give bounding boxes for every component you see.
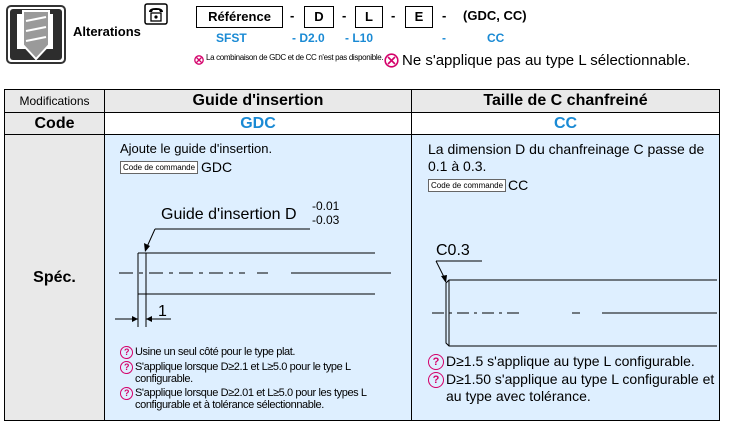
order-code-value: GDC: [201, 159, 233, 175]
example-d: - D2.0: [292, 31, 325, 45]
chamfer-label: C0.3: [436, 242, 470, 259]
guide-desc: Ajoute le guide d'insertion.: [120, 141, 273, 156]
part-box-l: L: [355, 6, 383, 28]
note-item: ? Usine un seul côté pour le type plat.: [120, 346, 405, 359]
part-box-e: E: [405, 6, 433, 28]
col-title-guide: Guide d'insertion: [105, 90, 412, 113]
spec-guide-cell: [105, 135, 412, 421]
separator: -: [442, 8, 447, 23]
tol-upper: -0.01: [312, 199, 340, 213]
code-cc: CC: [412, 113, 720, 135]
example-reference: SFST: [216, 31, 247, 45]
alterations-table: [4, 89, 720, 421]
guide-notes: [120, 346, 405, 411]
separator: -: [391, 8, 396, 23]
guide-drawing: [105, 177, 411, 329]
phone-icon: [144, 3, 168, 25]
row-label-modifications: Modifications: [5, 90, 105, 113]
hint-icon: ?: [428, 354, 444, 370]
note-item: ? D≥1.5 s'applique au type L configurable.: [428, 353, 716, 370]
chamfer-desc: La dimension D du chanfreinage C passe de 0.1 à 0.3.: [428, 141, 705, 174]
row-label-code: Code: [5, 113, 105, 135]
order-code-label: Code de commande: [428, 179, 506, 192]
alterations-icon: [6, 5, 66, 64]
order-code-label: Code de commande: [120, 161, 198, 174]
hint-icon: ?: [428, 372, 444, 388]
hint-icon: ?: [120, 361, 133, 374]
prohibited-icon: [194, 52, 204, 62]
guide-label: Guide d'insertion D: [161, 206, 297, 223]
separator: -: [342, 8, 347, 23]
prohibited-icon: [384, 53, 399, 68]
spec-chamfer-cell: [412, 135, 720, 421]
tol-lower: -0.03: [312, 213, 340, 227]
part-box-reference: Référence: [196, 6, 283, 28]
separator: -: [290, 8, 295, 23]
header-title: Alterations: [73, 24, 141, 39]
example-l: - L10: [345, 31, 374, 45]
note-item: ? S'applique lorsque D≥2.1 et L≥5.0 pour le type L configurable.: [120, 361, 405, 385]
note-item: ? S'applique lorsque D≥2.01 et L≥5.0 pour les types L configurable et à tolérance sélectionnable.: [120, 387, 405, 411]
note-combination: La combinaison de GDC et de CC n'est pas disponible.: [206, 53, 384, 62]
hint-icon: ?: [120, 387, 133, 400]
code-gdc: GDC: [105, 113, 412, 135]
example-code: CC: [487, 31, 505, 45]
col-title-chamfer: Taille de C chanfreiné: [412, 90, 720, 113]
note-item: ? D≥1.50 s'applique au type L configurable et au type avec tolérance.: [428, 371, 716, 405]
dim-value: 1: [158, 303, 167, 320]
example-e: -: [442, 31, 446, 45]
chamfer-notes: [428, 353, 716, 405]
note-not-applicable: Ne s'applique pas au type L sélectionnable.: [402, 52, 691, 69]
order-code-value: CC: [508, 177, 529, 193]
hint-icon: ?: [120, 346, 133, 359]
alteration-codes-label: (GDC, CC): [463, 8, 527, 23]
row-label-spec: Spéc.: [5, 135, 105, 421]
part-box-d: D: [304, 6, 334, 28]
